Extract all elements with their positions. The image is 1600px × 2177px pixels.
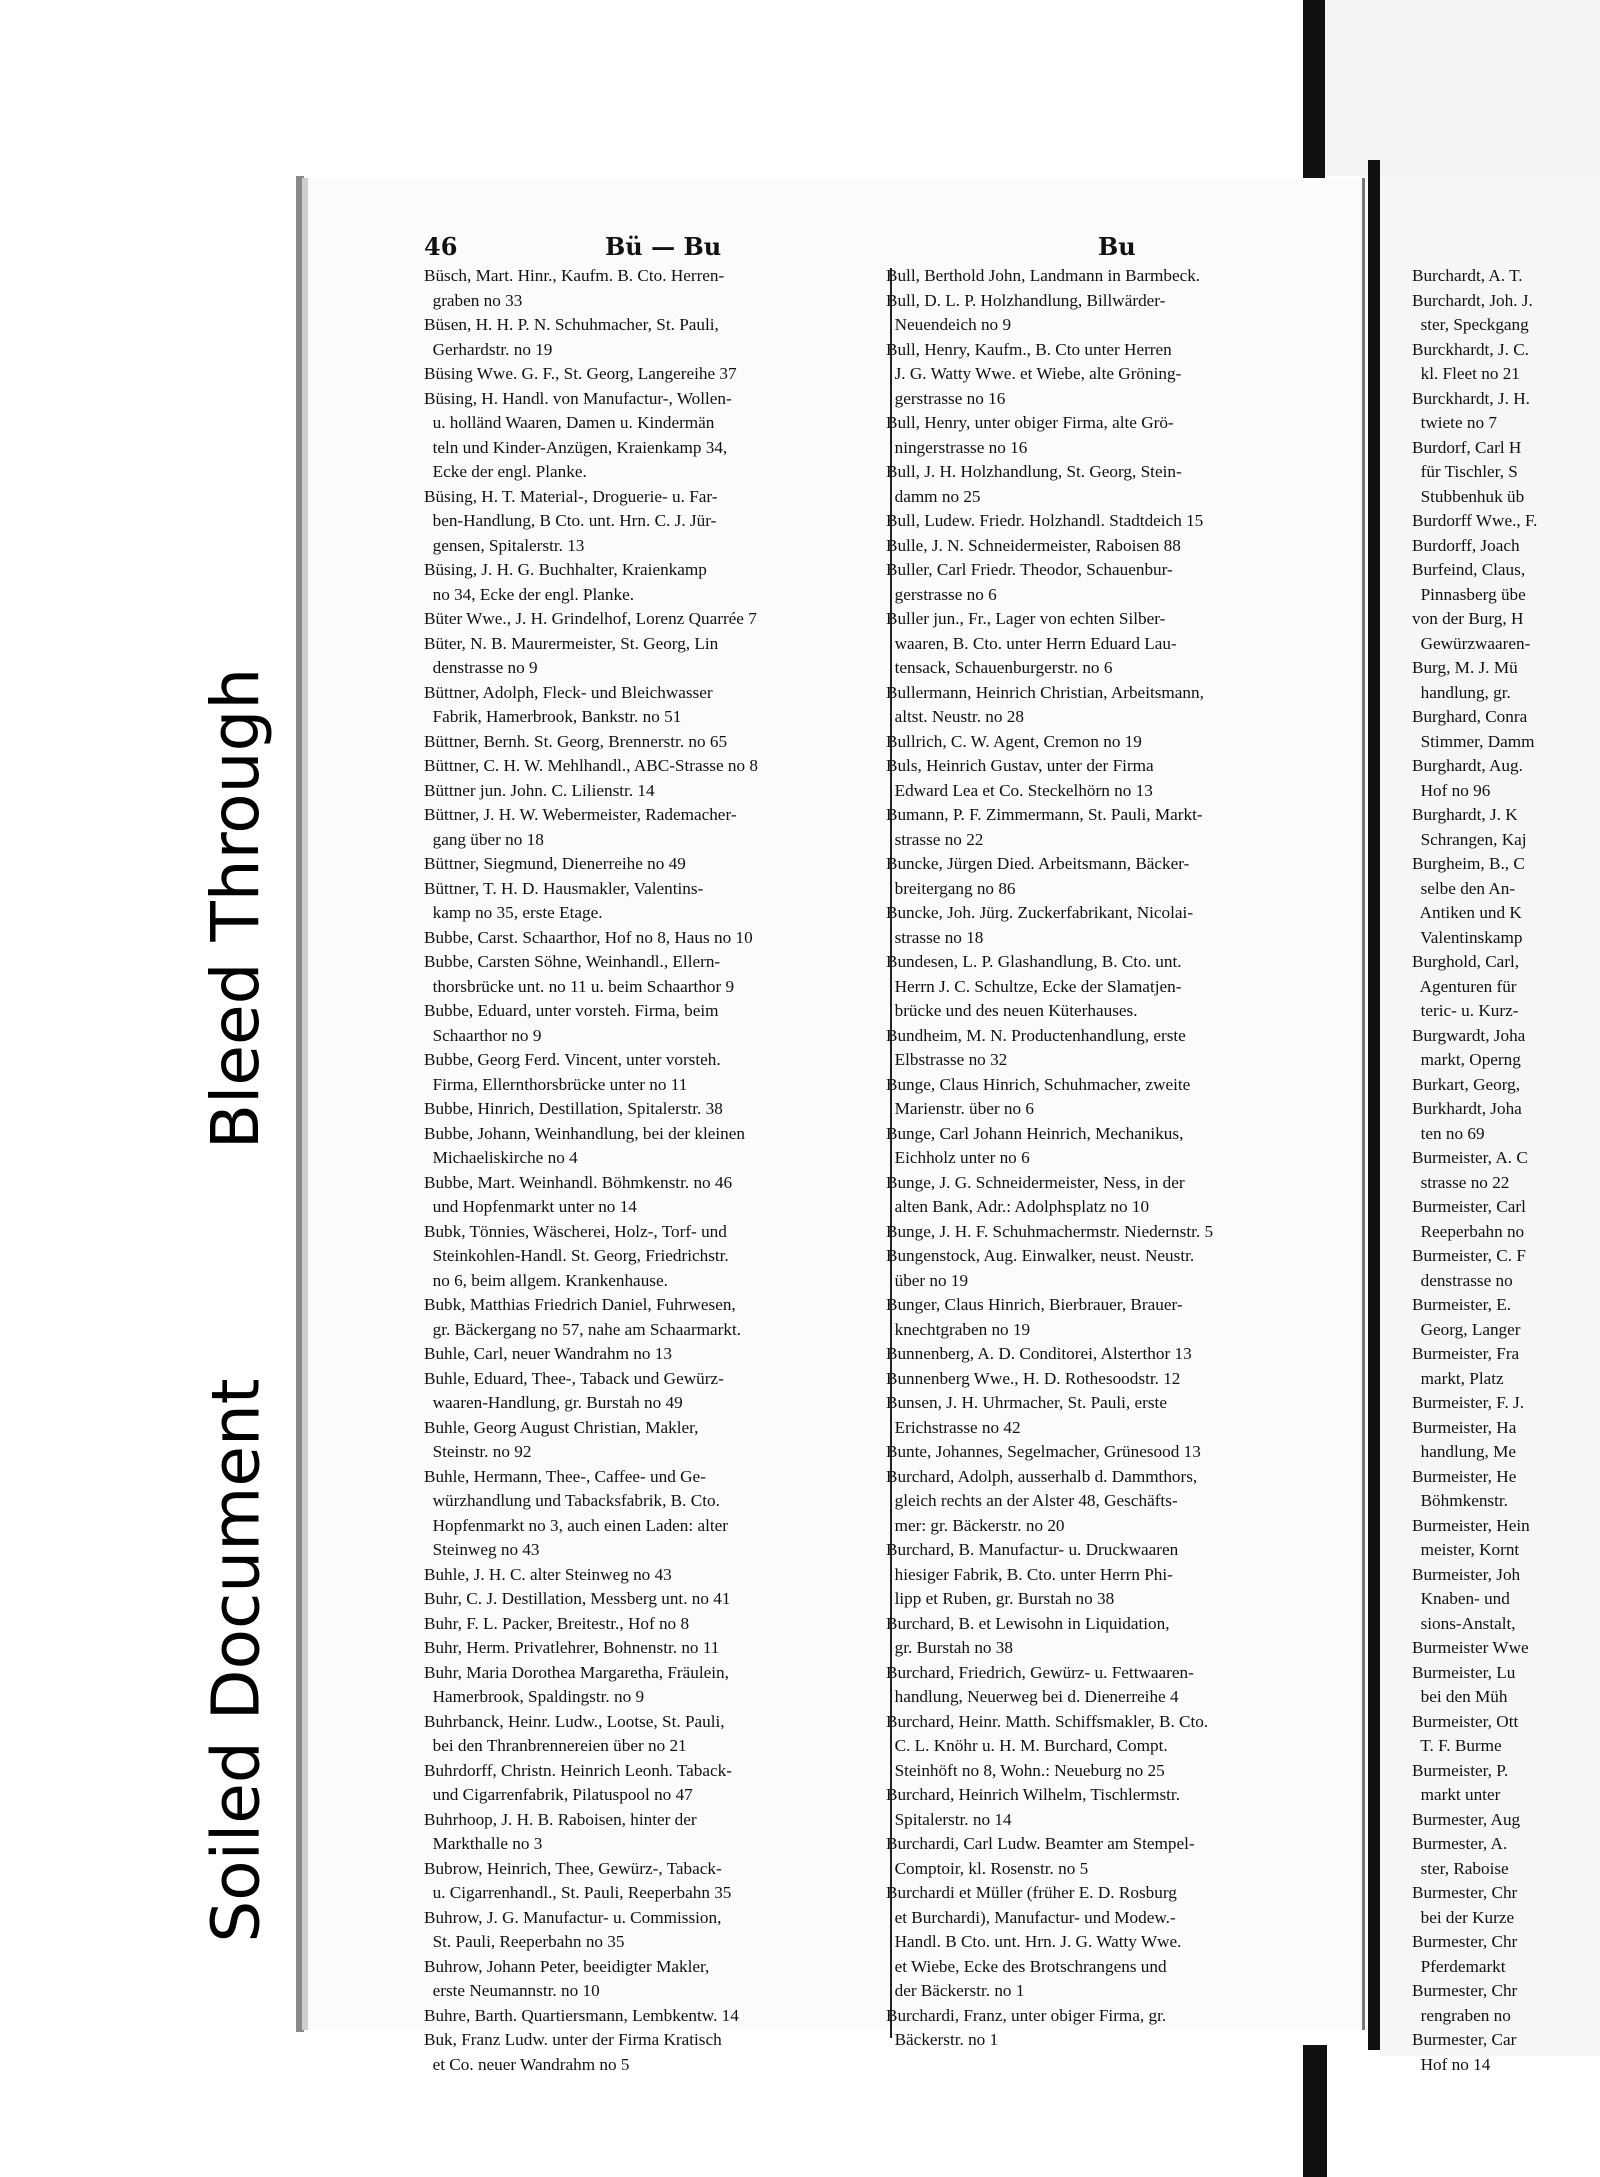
directory-entry-line: Pferdemarkt xyxy=(1412,1956,1506,1976)
directory-entry-line: Buhrhoop, J. H. B. Raboisen, hinter der xyxy=(424,1809,697,1829)
directory-entry-line: Burmeister, Carl xyxy=(1412,1197,1526,1216)
directory-entry-line: St. Pauli, Reeperbahn no 35 xyxy=(424,1932,625,1951)
directory-entry-line: Buhr, Maria Dorothea Margaretha, Fräulein, xyxy=(424,1662,729,1682)
directory-entry-line: Burmeister, F. J. xyxy=(1412,1393,1525,1412)
directory-entry-line: Burmeister, P. xyxy=(1412,1760,1509,1780)
directory-entry-line: Burghardt, J. K xyxy=(1412,805,1518,824)
directory-entry-line: Burchard, Friedrich, Gewürz- u. Fettwaaren- xyxy=(886,1662,1194,1682)
directory-entry-line: Erichstrasse no 42 xyxy=(886,1417,1021,1437)
directory-entry-line: Burchard, B. et Lewisohn in Liquidation, xyxy=(886,1613,1170,1633)
directory-entry-line: waaren, B. Cto. unter Herrn Eduard Lau- xyxy=(886,633,1177,653)
directory-entry-line: Hamerbrook, Spaldingstr. no 9 xyxy=(424,1687,645,1706)
frame-bar-bottom xyxy=(1303,2045,1327,2177)
directory-entry-line: Burchardi, Franz, unter obiger Firma, gr. xyxy=(886,2005,1167,2025)
directory-entry-line: Büttner, J. H. W. Webermeister, Rademacher- xyxy=(424,805,737,824)
directory-entry-line: Hof no 14 xyxy=(1412,2054,1491,2074)
directory-entry-line: Büter Wwe., J. H. Grindelhof, Lorenz Quarrée 7 xyxy=(424,609,757,628)
directory-entry-line: Büttner, C. H. W. Mehlhandl., ABC-Strasse no 8 xyxy=(424,756,758,775)
directory-entry-line: Büter, N. B. Maurermeister, St. Georg, Lin xyxy=(424,633,719,653)
directory-entry-line: et Wiebe, Ecke des Brotschrangens und xyxy=(886,1956,1167,1976)
directory-entry-line: ben-Handlung, B Cto. unt. Hrn. C. J. Jür- xyxy=(424,511,717,530)
directory-entry-line: Burchardi, Carl Ludw. Beamter am Stempel- xyxy=(886,1834,1195,1853)
directory-entry-line: Buncke, Jürgen Died. Arbeitsmann, Bäcker- xyxy=(886,854,1190,873)
directory-entry-line: Burchard, Heinrich Wilhelm, Tischlermstr. xyxy=(886,1785,1181,1804)
directory-entry-line: Burchard, Adolph, ausserhalb d. Dammthors, xyxy=(886,1466,1198,1486)
directory-entry-line: bei den Müh xyxy=(1412,1687,1508,1706)
directory-entry-line: Burchardt, Joh. J. xyxy=(1412,290,1533,310)
directory-entry-line: teric- u. Kurz- xyxy=(1412,1001,1519,1020)
directory-entry-line: strasse no 18 xyxy=(886,927,984,947)
directory-entry-line: Burchard, Heinr. Matth. Schiffsmakler, B. Cto. xyxy=(886,1711,1209,1731)
directory-entry-line: Böhmkenstr. xyxy=(1412,1491,1508,1510)
directory-entry-line: Burghardt, Aug. xyxy=(1412,756,1523,775)
directory-entry-line: Knaben- und xyxy=(1412,1589,1510,1608)
directory-entry-line: Valentinskamp xyxy=(1412,927,1523,947)
directory-entry-line: gr. Burstah no 38 xyxy=(886,1638,1013,1657)
directory-entry-line: Firma, Ellernthorsbrücke unter no 11 xyxy=(424,1074,688,1094)
frame-gray-right xyxy=(1325,0,1600,176)
directory-entry-line: Buhrow, Johann Peter, beeidigter Makler, xyxy=(424,1956,710,1976)
directory-entry-line: strasse no 22 xyxy=(1412,1172,1510,1192)
directory-entry-line: Bunge, Claus Hinrich, Schuhmacher, zweite xyxy=(886,1074,1191,1094)
directory-entry-line: Schaarthor no 9 xyxy=(424,1025,542,1045)
directory-entry-line: erste Neumannstr. no 10 xyxy=(424,1981,600,2000)
directory-entry-line: sions-Anstalt, xyxy=(1412,1613,1516,1633)
directory-entry-line: waaren-Handlung, gr. Burstah no 49 xyxy=(424,1393,683,1412)
directory-entry-line: denstrasse no xyxy=(1412,1270,1513,1290)
directory-entry-line: lipp et Ruben, gr. Burstah no 38 xyxy=(886,1589,1115,1608)
directory-entry-line: Bunte, Johannes, Segelmacher, Grünesood 13 xyxy=(886,1442,1201,1461)
directory-entry-line: Büsch, Mart. Hinr., Kaufm. B. Cto. Herren- xyxy=(424,266,725,285)
directory-entry-line: Burdorff Wwe., F. xyxy=(1412,511,1538,530)
directory-entry-line: Comptoir, kl. Rosenstr. no 5 xyxy=(886,1858,1089,1878)
directory-entry-line: Bunge, Carl Johann Heinrich, Mechanikus, xyxy=(886,1123,1184,1143)
directory-entry-line: Steinweg no 43 xyxy=(424,1540,540,1559)
directory-entry-line: Bull, J. H. Holzhandlung, St. Georg, Stein- xyxy=(886,462,1182,481)
directory-entry-line: Burdorf, Carl H xyxy=(1412,437,1522,457)
directory-entry-line: Burmeister, Lu xyxy=(1412,1662,1516,1682)
middle-directory-column xyxy=(886,264,1346,2053)
right-running-head: Bu xyxy=(1098,232,1136,261)
directory-entry-line: Büsing, J. H. G. Buchhalter, Kraienkamp xyxy=(424,560,707,579)
directory-entry-line: Bungenstock, Aug. Einwalker, neust. Neustr. xyxy=(886,1246,1195,1265)
directory-entry-line: Büttner, Siegmund, Dienerreihe no 49 xyxy=(424,854,686,873)
directory-entry-line: von der Burg, H xyxy=(1412,609,1524,628)
directory-entry-line: Buncke, Joh. Jürg. Zuckerfabrikant, Nicolai- xyxy=(886,903,1194,922)
soiled-document-label xyxy=(176,1360,296,1960)
directory-entry-line: Bunnenberg Wwe., H. D. Rothesoodstr. 12 xyxy=(886,1368,1181,1388)
directory-entry-line: der Bäckerstr. no 1 xyxy=(886,1981,1025,2000)
directory-entry-line: Agenturen für xyxy=(1412,976,1517,996)
directory-entry-line: Buls, Heinrich Gustav, unter der Firma xyxy=(886,756,1154,775)
directory-entry-line: und Hopfenmarkt unter no 14 xyxy=(424,1197,637,1216)
directory-entry-line: markt unter xyxy=(1412,1785,1501,1804)
directory-entry-line: hiesiger Fabrik, B. Cto. unter Herrn Phi- xyxy=(886,1564,1173,1584)
directory-entry-line: et Co. neuer Wandrahm no 5 xyxy=(424,2054,630,2074)
directory-entry-line: Bunsen, J. H. Uhrmacher, St. Pauli, erste xyxy=(886,1393,1167,1412)
directory-entry-line: Bull, Berthold John, Landmann in Barmbeck. xyxy=(886,266,1201,285)
directory-entry-line: Gewürzwaaren- xyxy=(1412,633,1531,653)
directory-entry-line: Hopfenmarkt no 3, auch einen Laden: alter xyxy=(424,1515,729,1535)
directory-entry-line: Bumann, P. F. Zimmermann, St. Pauli, Markt- xyxy=(886,805,1203,824)
directory-entry-line: strasse no 22 xyxy=(886,829,984,849)
directory-entry-line: Burmeister Wwe xyxy=(1412,1638,1529,1657)
directory-entry-line: Bunger, Claus Hinrich, Bierbrauer, Brauer- xyxy=(886,1295,1183,1314)
directory-entry-line: Fabrik, Hamerbrook, Bankstr. no 51 xyxy=(424,707,682,726)
bleed-through-label xyxy=(176,628,296,1188)
directory-entry-line: Gerhardstr. no 19 xyxy=(424,339,553,359)
directory-entry-line: Burckhardt, J. H. xyxy=(1412,388,1530,408)
directory-entry-line: rengraben no xyxy=(1412,2005,1511,2025)
directory-entry-line: Bubbe, Carsten Söhne, Weinhandl., Ellern- xyxy=(424,952,721,971)
directory-entry-line: Bubk, Tönnies, Wäscherei, Holz-, Torf- und xyxy=(424,1221,727,1241)
directory-entry-line: Marienstr. über no 6 xyxy=(886,1099,1034,1118)
directory-entry-line: Buhle, Eduard, Thee-, Taback und Gewürz- xyxy=(424,1368,724,1388)
directory-entry-line: Buller jun., Fr., Lager von echten Silber- xyxy=(886,609,1166,628)
directory-entry-line: würzhandlung und Tabacksfabrik, B. Cto. xyxy=(424,1491,720,1510)
directory-entry-line: ster, Speckgang xyxy=(1412,315,1529,334)
directory-entry-line: Burmeister, Ha xyxy=(1412,1417,1517,1437)
directory-entry-line: Burg, M. J. Mü xyxy=(1412,658,1518,677)
directory-entry-line: kl. Fleet no 21 xyxy=(1412,364,1520,383)
directory-entry-line: Burmester, Aug xyxy=(1412,1809,1521,1829)
directory-entry-line: Herrn J. C. Schultze, Ecke der Slamatjen- xyxy=(886,976,1182,996)
directory-entry-line: Büsing, H. T. Material-, Droguerie- u. Far- xyxy=(424,486,718,506)
directory-entry-line: Büttner, Bernh. St. Georg, Brennerstr. no 65 xyxy=(424,731,728,751)
directory-entry-line: Bäckerstr. no 1 xyxy=(886,2030,999,2049)
facing-page-column xyxy=(1412,264,1600,2077)
directory-entry-line: Büsen, H. H. P. N. Schuhmacher, St. Pauli, xyxy=(424,315,719,334)
directory-entry-line: Burmeister, He xyxy=(1412,1466,1517,1486)
directory-entry-line: Burmester, A. xyxy=(1412,1834,1508,1853)
directory-entry-line: Burmester, Chr xyxy=(1412,1883,1518,1902)
soiled-document-text: Soiled Document xyxy=(197,1377,275,1943)
directory-entry-line: Bunge, J. H. F. Schuhmachermstr. Niedernstr. 5 xyxy=(886,1221,1214,1241)
directory-entry-line: Bull, Ludew. Friedr. Holzhandl. Stadtdeich 15 xyxy=(886,511,1204,530)
book-gutter xyxy=(1368,160,1380,2050)
directory-entry-line: Stimmer, Damm xyxy=(1412,731,1535,751)
directory-entry-line: Burkhardt, Joha xyxy=(1412,1099,1522,1118)
directory-entry-line: gerstrasse no 16 xyxy=(886,388,1006,408)
frame-bar-top xyxy=(1303,0,1325,190)
directory-entry-line: no 34, Ecke der engl. Planke. xyxy=(424,584,635,604)
directory-entry-line: teln und Kinder-Anzügen, Kraienkamp 34, xyxy=(424,437,728,457)
directory-entry-line: Burgheim, B., C xyxy=(1412,854,1525,873)
directory-entry-line: alten Bank, Adr.: Adolphsplatz no 10 xyxy=(886,1197,1150,1216)
directory-entry-line: Steinhöft no 8, Wohn.: Neueburg no 25 xyxy=(886,1760,1165,1780)
directory-entry-line: Bubrow, Heinrich, Thee, Gewürz-, Taback- xyxy=(424,1858,722,1878)
directory-entry-line: Buhr, F. L. Packer, Breitestr., Hof no 8 xyxy=(424,1613,690,1633)
directory-entry-line: Bulle, J. N. Schneidermeister, Raboisen 88 xyxy=(886,535,1181,555)
directory-entry-line: Burmeister, A. C xyxy=(1412,1148,1528,1167)
directory-entry-line: Steinkohlen-Handl. St. Georg, Friedrichstr. xyxy=(424,1246,729,1265)
directory-entry-line: Bunnenberg, A. D. Conditorei, Alsterthor 13 xyxy=(886,1344,1192,1363)
directory-entry-line: Büttner, T. H. D. Hausmakler, Valentins- xyxy=(424,878,704,898)
directory-entry-line: no 6, beim allgem. Krankenhause. xyxy=(424,1270,668,1290)
directory-entry-line: Buhle, Carl, neuer Wandrahm no 13 xyxy=(424,1344,672,1363)
directory-entry-line: Bullermann, Heinrich Christian, Arbeitsmann, xyxy=(886,682,1204,702)
directory-entry-line: Bull, Henry, unter obiger Firma, alte Grö- xyxy=(886,413,1174,432)
directory-entry-line: Steinstr. no 92 xyxy=(424,1442,532,1461)
directory-entry-line: Elbstrasse no 32 xyxy=(886,1050,1008,1069)
directory-entry-line: T. F. Burme xyxy=(1412,1736,1502,1755)
directory-entry-line: Hof no 96 xyxy=(1412,780,1491,800)
directory-entry-line: Buller, Carl Friedr. Theodor, Schauenbur- xyxy=(886,560,1173,579)
directory-entry-line: markt, Operng xyxy=(1412,1050,1521,1069)
directory-entry-line: Burgwardt, Joha xyxy=(1412,1025,1526,1045)
directory-entry-line: et Burchardi), Manufactur- und Modew.- xyxy=(886,1907,1176,1927)
directory-entry-line: Bubk, Matthias Friedrich Daniel, Fuhrwesen, xyxy=(424,1295,736,1314)
directory-entry-line: Burmeister, Hein xyxy=(1412,1515,1530,1535)
directory-entry-line: Burkart, Georg, xyxy=(1412,1074,1521,1094)
directory-entry-line: für Tischler, S xyxy=(1412,462,1518,481)
directory-entry-line: ster, Raboise xyxy=(1412,1858,1509,1878)
directory-entry-line: und Cigarrenfabrik, Pilatuspool no 47 xyxy=(424,1785,693,1804)
directory-entry-line: Buhrbanck, Heinr. Ludw., Lootse, St. Pauli, xyxy=(424,1711,725,1731)
directory-entry-line: J. G. Watty Wwe. et Wiebe, alte Gröning- xyxy=(886,364,1182,383)
directory-entry-line: Buhre, Barth. Quartiersmann, Lembkentw. 14 xyxy=(424,2005,739,2025)
directory-entry-line: breitergang no 86 xyxy=(886,878,1016,898)
directory-entry-line: Burmester, Chr xyxy=(1412,1981,1518,2000)
directory-entry-line: Markthalle no 3 xyxy=(424,1834,543,1853)
directory-entry-line: Neuendeich no 9 xyxy=(886,315,1012,334)
directory-entry-line: Buhle, Georg August Christian, Makler, xyxy=(424,1417,699,1437)
directory-entry-line: Burmeister, E. xyxy=(1412,1295,1512,1314)
directory-entry-line: Burmester, Chr xyxy=(1412,1932,1518,1951)
directory-entry-line: Büsing Wwe. G. F., St. Georg, Langereihe 37 xyxy=(424,364,737,383)
directory-entry-line: Michaeliskirche no 4 xyxy=(424,1148,578,1167)
directory-entry-line: Burmeister, Fra xyxy=(1412,1344,1520,1363)
directory-entry-line: Handl. B Cto. unt. Hrn. J. G. Watty Wwe. xyxy=(886,1932,1182,1951)
directory-entry-line: Bundesen, L. P. Glashandlung, B. Cto. unt. xyxy=(886,952,1182,971)
directory-entry-line: u. Cigarrenhandl., St. Pauli, Reeperbahn 35 xyxy=(424,1883,732,1902)
directory-entry-line: Edward Lea et Co. Steckelhörn no 13 xyxy=(886,780,1153,800)
directory-entry-line: twiete no 7 xyxy=(1412,413,1497,432)
directory-entry-line: Buhle, Hermann, Thee-, Caffee- und Ge- xyxy=(424,1466,706,1486)
directory-entry-line: Burchardi et Müller (früher E. D. Rosburg xyxy=(886,1883,1177,1902)
directory-entry-line: Buhr, Herm. Privatlehrer, Bohnenstr. no 11 xyxy=(424,1638,720,1657)
directory-entry-line: gang über no 18 xyxy=(424,829,544,849)
directory-entry-line: bei der Kurze xyxy=(1412,1907,1515,1927)
directory-entry-line: Burfeind, Claus, xyxy=(1412,560,1526,579)
directory-entry-line: Burghard, Conra xyxy=(1412,707,1528,726)
directory-entry-line: Bubbe, Eduard, unter vorsteh. Firma, beim xyxy=(424,1001,719,1020)
directory-entry-line: Bull, D. L. P. Holzhandlung, Billwärder- xyxy=(886,290,1166,310)
directory-entry-line: Antiken und K xyxy=(1412,903,1522,922)
directory-entry-line: thorsbrücke unt. no 11 u. beim Schaarthor 9 xyxy=(424,976,735,996)
directory-entry-line: Büsing, H. Handl. von Manufactur-, Wollen- xyxy=(424,388,732,408)
directory-entry-line: Spitalerstr. no 14 xyxy=(886,1809,1012,1829)
directory-entry-line: Burmeister, Joh xyxy=(1412,1564,1521,1584)
directory-entry-line: altst. Neustr. no 28 xyxy=(886,707,1024,726)
directory-entry-line: Schrangen, Kaj xyxy=(1412,829,1527,849)
directory-entry-line: Büttner jun. John. C. Lilienstr. 14 xyxy=(424,780,655,800)
directory-entry-line: Burchard, B. Manufactur- u. Druckwaaren xyxy=(886,1540,1179,1559)
directory-entry-line: Buk, Franz Ludw. unter der Firma Kratisch xyxy=(424,2030,722,2049)
directory-entry-line: denstrasse no 9 xyxy=(424,658,538,677)
directory-entry-line: Bubbe, Carst. Schaarthor, Hof no 8, Haus no 10 xyxy=(424,927,753,947)
directory-entry-line: gerstrasse no 6 xyxy=(886,584,997,604)
directory-entry-line: über no 19 xyxy=(886,1270,969,1290)
directory-entry-line: Stubbenhuk üb xyxy=(1412,486,1525,506)
directory-entry-line: Buhrow, J. G. Manufactur- u. Commission, xyxy=(424,1907,722,1927)
directory-entry-line: Bubbe, Hinrich, Destillation, Spitalerstr. 38 xyxy=(424,1099,723,1118)
directory-entry-line: Bundheim, M. N. Productenhandlung, erste xyxy=(886,1025,1186,1045)
directory-entry-line: handlung, Neuerweg bei d. Dienerreihe 4 xyxy=(886,1687,1179,1706)
directory-entry-line: Büttner, Adolph, Fleck- und Bleichwasser xyxy=(424,682,713,702)
directory-entry-line: Burckhardt, J. C. xyxy=(1412,339,1529,359)
directory-entry-line: Bubbe, Mart. Weinhandl. Böhmkenstr. no 46 xyxy=(424,1172,733,1192)
directory-entry-line: Reeperbahn no xyxy=(1412,1221,1525,1241)
directory-entry-line: Buhr, C. J. Destillation, Messberg unt. no 41 xyxy=(424,1589,731,1608)
directory-entry-line: ten no 69 xyxy=(1412,1123,1485,1143)
bleed-through-text: Bleed Through xyxy=(197,667,275,1149)
directory-entry-line: Burmeister, C. F xyxy=(1412,1246,1526,1265)
left-directory-column xyxy=(424,264,886,2077)
directory-entry-line: Burdorff, Joach xyxy=(1412,535,1520,555)
directory-entry-line: gleich rechts an der Alster 48, Geschäfts- xyxy=(886,1491,1178,1510)
directory-entry-line: Burchardt, A. T. xyxy=(1412,266,1523,285)
page-number: 46 xyxy=(424,232,458,261)
directory-entry-line: markt, Platz xyxy=(1412,1368,1504,1388)
directory-entry-line: Burmeister, Ott xyxy=(1412,1711,1519,1731)
directory-entry-line: Buhle, J. H. C. alter Steinweg no 43 xyxy=(424,1564,672,1584)
directory-entry-line: kamp no 35, erste Etage. xyxy=(424,903,603,922)
directory-entry-line: Ecke der engl. Planke. xyxy=(424,462,587,481)
directory-entry-line: Pinnasberg übe xyxy=(1412,584,1526,604)
directory-entry-line: bei den Thranbrennereien über no 21 xyxy=(424,1736,687,1755)
directory-entry-line: mer: gr. Bäckerstr. no 20 xyxy=(886,1515,1065,1535)
directory-entry-line: gr. Bäckergang no 57, nahe am Schaarmarkt. xyxy=(424,1319,742,1339)
directory-entry-line: gensen, Spitalerstr. 13 xyxy=(424,535,585,555)
directory-entry-line: Eichholz unter no 6 xyxy=(886,1148,1030,1167)
directory-entry-line: Bullrich, C. W. Agent, Cremon no 19 xyxy=(886,731,1142,751)
directory-entry-line: Bubbe, Johann, Weinhandlung, bei der kleinen xyxy=(424,1123,745,1143)
directory-entry-line: Bull, Henry, Kaufm., B. Cto unter Herren xyxy=(886,339,1172,359)
directory-entry-line: knechtgraben no 19 xyxy=(886,1319,1031,1339)
directory-entry-line: brücke und des neuen Küterhauses. xyxy=(886,1001,1138,1020)
directory-entry-line: u. holländ Waaren, Damen u. Kindermän xyxy=(424,413,715,432)
directory-entry-line: ningerstrasse no 16 xyxy=(886,437,1028,457)
directory-entry-line: Burmester, Car xyxy=(1412,2030,1517,2049)
directory-entry-line: selbe den An- xyxy=(1412,878,1516,898)
directory-entry-line: damm no 25 xyxy=(886,486,981,506)
directory-entry-line: meister, Kornt xyxy=(1412,1540,1520,1559)
left-running-head: Bü — Bu xyxy=(605,232,722,261)
directory-entry-line: handlung, gr. xyxy=(1412,682,1511,702)
directory-entry-line: Georg, Langer xyxy=(1412,1319,1521,1339)
directory-entry-line: C. L. Knöhr u. H. M. Burchard, Compt. xyxy=(886,1736,1168,1755)
directory-entry-line: Burghold, Carl, xyxy=(1412,952,1520,971)
directory-entry-line: Bubbe, Georg Ferd. Vincent, unter vorsteh. xyxy=(424,1050,721,1069)
directory-entry-line: Bunge, J. G. Schneidermeister, Ness, in der xyxy=(886,1172,1185,1192)
directory-entry-line: graben no 33 xyxy=(424,290,523,310)
directory-entry-line: handlung, Me xyxy=(1412,1442,1517,1461)
directory-entry-line: Buhrdorff, Christn. Heinrich Leonh. Taback- xyxy=(424,1760,732,1780)
directory-entry-line: tensack, Schauenburgerstr. no 6 xyxy=(886,658,1113,677)
